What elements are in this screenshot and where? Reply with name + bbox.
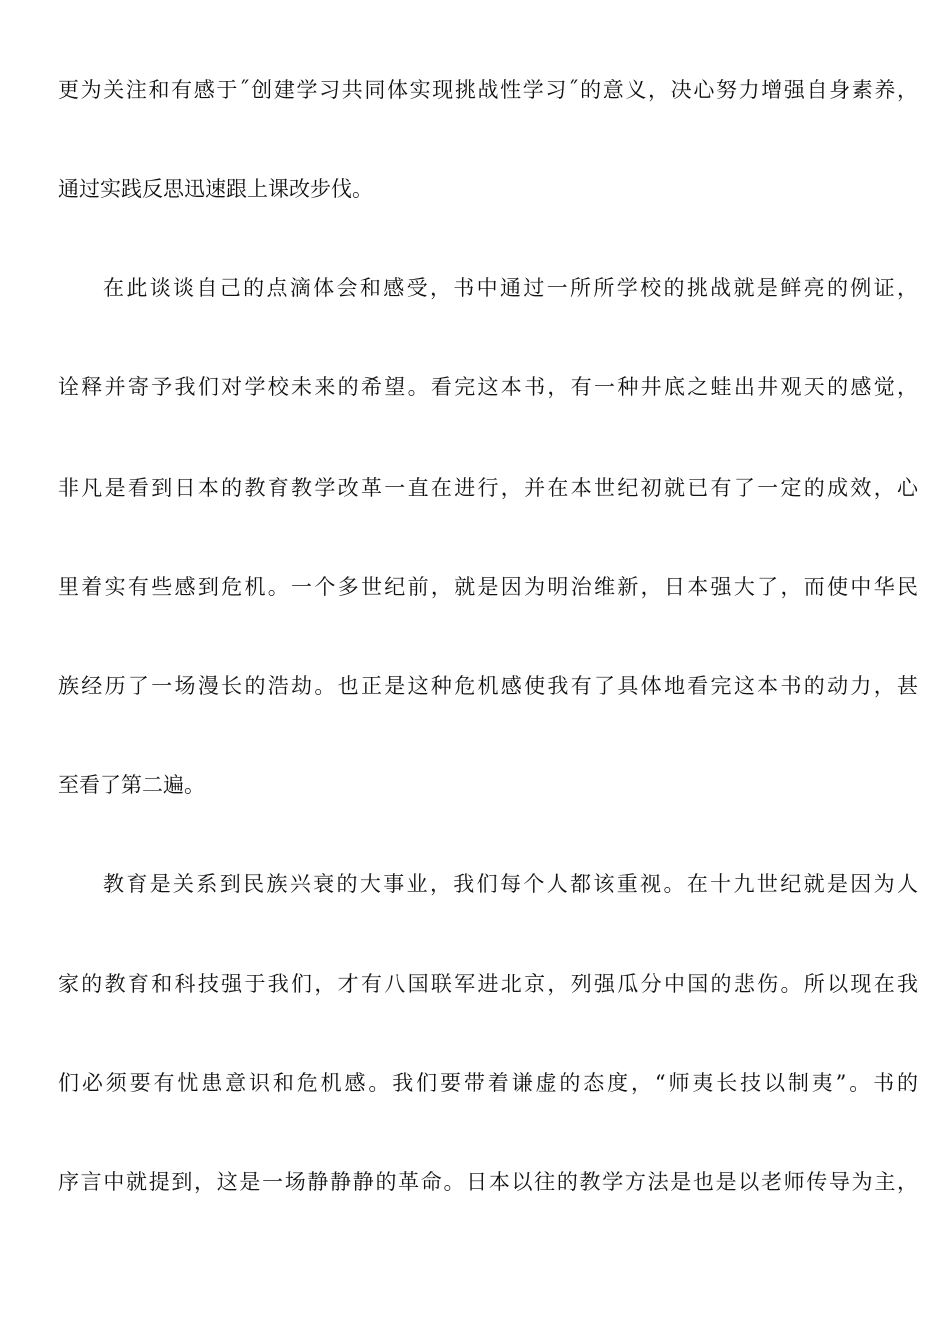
text-line: 在此谈谈自己的点滴体会和感受，书中通过一所所学校的挑战就是鲜亮的例证， (103, 276, 918, 300)
text-line: 更为关注和有感于˝创建学习共同体实现挑战性学习˝的意义，决心努力增强自身素养， (58, 78, 918, 102)
text-line: 族经历了一场漫长的浩劫。也正是这种危机感使我有了具体地看完这本书的动力，甚 (58, 674, 918, 698)
text-line: 们必须要有忧患意识和危机感。我们要带着谦虚的态度，“师夷长技以制夷”。书的 (58, 1071, 918, 1095)
text-line: 诠释并寄予我们对学校未来的希望。看完这本书，有一种井底之蛙出井观天的感觉， (58, 375, 918, 399)
text-line: 非凡是看到日本的教育教学改革一直在进行，并在本世纪初就已有了一定的成效，心 (58, 476, 918, 500)
text-line: 至看了第二遍。 (58, 773, 205, 797)
text-line: 教育是关系到民族兴衰的大事业，我们每个人都该重视。在十九世纪就是因为人 (103, 872, 918, 896)
text-line: 序言中就提到，这是一场静静静的革命。日本以往的教学方法是也是以老师传导为主， (58, 1170, 918, 1194)
text-line: 通过实践反思迅速跟上课改步伐。 (58, 177, 373, 201)
text-line: 里着实有些感到危机。一个多世纪前，就是因为明治维新，日本强大了，而使中华民 (58, 575, 918, 599)
text-line: 家的教育和科技强于我们，才有八国联军进北京，列强瓜分中国的悲伤。所以现在我 (58, 972, 918, 996)
